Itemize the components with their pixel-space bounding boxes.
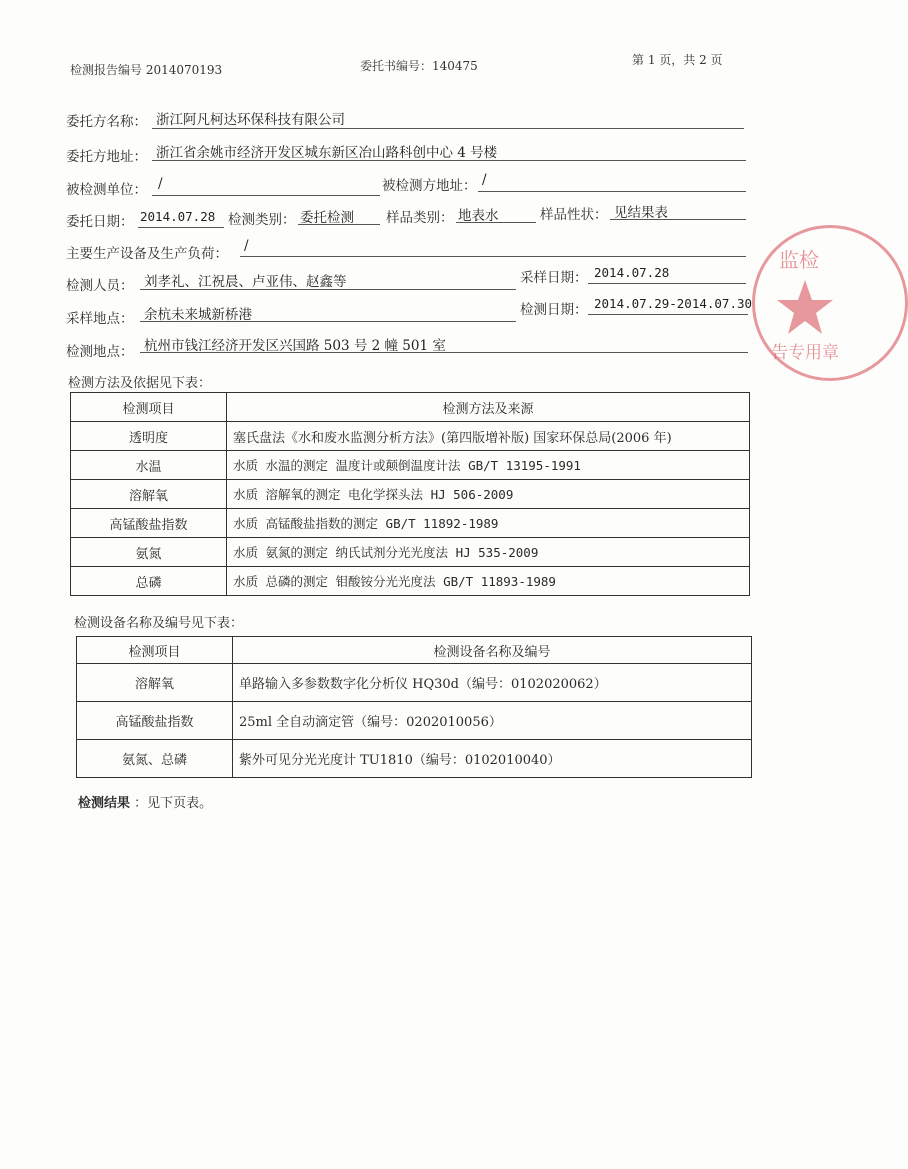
header-cell: 检测方法及来源	[227, 393, 750, 422]
table-row	[71, 567, 750, 596]
inspected-unit-label: 被检测单位：	[66, 182, 147, 198]
sample-category-label: 样品类别：	[386, 210, 454, 226]
official-stamp	[752, 225, 908, 381]
inspectors-value: 刘孝礼、江祝晨、卢亚伟、赵鑫等	[144, 274, 347, 290]
underline	[152, 160, 746, 161]
underline	[152, 128, 744, 129]
sample-category-value: 地表水	[458, 208, 499, 224]
item-cell: 水温	[71, 451, 227, 480]
item-cell: 溶解氧	[71, 480, 227, 509]
item-cell: 氨氮、总磷	[77, 740, 233, 778]
star-icon	[775, 278, 835, 338]
test-date-label: 检测日期：	[520, 302, 588, 318]
underline	[478, 191, 746, 192]
inspected-address-value: /	[482, 172, 487, 188]
equipment-caption: 检测设备名称及编号见下表：	[74, 616, 244, 631]
sample-property-value: 见结果表	[614, 205, 668, 221]
device-cell: 单路输入多参数数字化分析仪 HQ30d（编号：0102020062）	[233, 664, 752, 702]
table-row	[77, 702, 752, 740]
report-number: 检测报告编号 2014070193	[70, 63, 223, 77]
test-category-label: 检测类别：	[228, 212, 296, 228]
commission-date-value: 2014.07.28	[140, 209, 216, 224]
header-cell: 检测设备名称及编号	[233, 637, 752, 664]
method-cell: 水质 高锰酸盐指数的测定 GB/T 11892-1989	[227, 509, 750, 538]
underline	[456, 222, 536, 223]
table-header-row	[71, 393, 750, 422]
underline	[140, 352, 748, 353]
test-date-value: 2014.07.29-2014.07.30	[594, 296, 753, 311]
methods-caption: 检测方法及依据见下表：	[68, 376, 212, 391]
result-label: 检测结果	[78, 796, 131, 811]
result-line	[78, 792, 212, 811]
methods-table	[70, 392, 750, 596]
item-cell: 高锰酸盐指数	[77, 702, 233, 740]
method-cell: 水质 水温的测定 温度计或颠倒温度计法 GB/T 13195-1991	[227, 451, 750, 480]
result-text: ：见下页表。	[134, 796, 213, 811]
item-cell: 总磷	[71, 567, 227, 596]
stamp-bottom-text: 告专用章	[771, 343, 839, 363]
table-row	[71, 538, 750, 567]
method-cell: 水质 氨氮的测定 纳氏试剂分光光度法 HJ 535-2009	[227, 538, 750, 567]
underline	[140, 289, 516, 290]
item-cell: 溶解氧	[77, 664, 233, 702]
test-category-value: 委托检测	[300, 210, 354, 226]
underline	[588, 314, 748, 315]
sampling-site-value: 余杭未来城新桥港	[144, 307, 252, 323]
underline	[140, 321, 516, 322]
production-label: 主要生产设备及生产负荷：	[66, 246, 228, 262]
inspectors-label: 检测人员：	[66, 278, 134, 294]
item-cell: 高锰酸盐指数	[71, 509, 227, 538]
method-cell: 水质 总磷的测定 钼酸铵分光光度法 GB/T 11893-1989	[227, 567, 750, 596]
item-cell: 透明度	[71, 422, 227, 451]
table-row	[77, 740, 752, 778]
inspected-address-label: 被检测方地址：	[382, 178, 477, 194]
underline	[298, 224, 380, 225]
client-name-value: 浙江阿凡柯达环保科技有限公司	[156, 112, 345, 128]
device-cell: 25ml 全自动滴定管（编号：0202010056）	[233, 702, 752, 740]
underline	[152, 195, 380, 196]
client-address-label: 委托方地址：	[66, 149, 147, 165]
method-cell: 水质 溶解氧的测定 电化学探头法 HJ 506-2009	[227, 480, 750, 509]
item-cell: 氨氮	[71, 538, 227, 567]
table-row	[71, 509, 750, 538]
underline	[138, 227, 224, 228]
test-site-label: 检测地点：	[66, 344, 134, 360]
client-address-value: 浙江省余姚市经济开发区城东新区冶山路科创中心 4 号楼	[156, 145, 498, 161]
table-row	[71, 480, 750, 509]
underline	[610, 219, 746, 220]
method-cell: 塞氏盘法《水和废水监测分析方法》(第四版增补版) 国家环保总局(2006 年)	[227, 422, 750, 451]
header-cell: 检测项目	[77, 637, 233, 664]
client-name-label: 委托方名称：	[66, 114, 147, 130]
table-row	[71, 451, 750, 480]
table-header-row	[77, 637, 752, 664]
commission-date-label: 委托日期：	[66, 214, 134, 230]
sample-property-label: 样品性状：	[540, 207, 608, 223]
sampling-date-value: 2014.07.28	[594, 265, 670, 280]
page-indicator: 第 1 页，共 2 页	[632, 53, 723, 67]
underline	[588, 283, 746, 284]
sampling-site-label: 采样地点：	[66, 311, 134, 327]
sampling-date-label: 采样日期：	[520, 270, 588, 286]
stamp-top-text: 监检	[779, 248, 819, 272]
table-row	[71, 422, 750, 451]
underline	[240, 256, 746, 257]
production-value: /	[244, 238, 249, 254]
header-cell: 检测项目	[71, 393, 227, 422]
device-cell: 紫外可见分光光度计 TU1810（编号：0102010040）	[233, 740, 752, 778]
equipment-table	[76, 636, 752, 778]
table-row	[77, 664, 752, 702]
inspected-unit-value: /	[158, 176, 163, 192]
commission-number: 委托书编号：140475	[360, 59, 478, 73]
test-site-value: 杭州市钱江经济开发区兴国路 503 号 2 幢 501 室	[144, 338, 446, 354]
